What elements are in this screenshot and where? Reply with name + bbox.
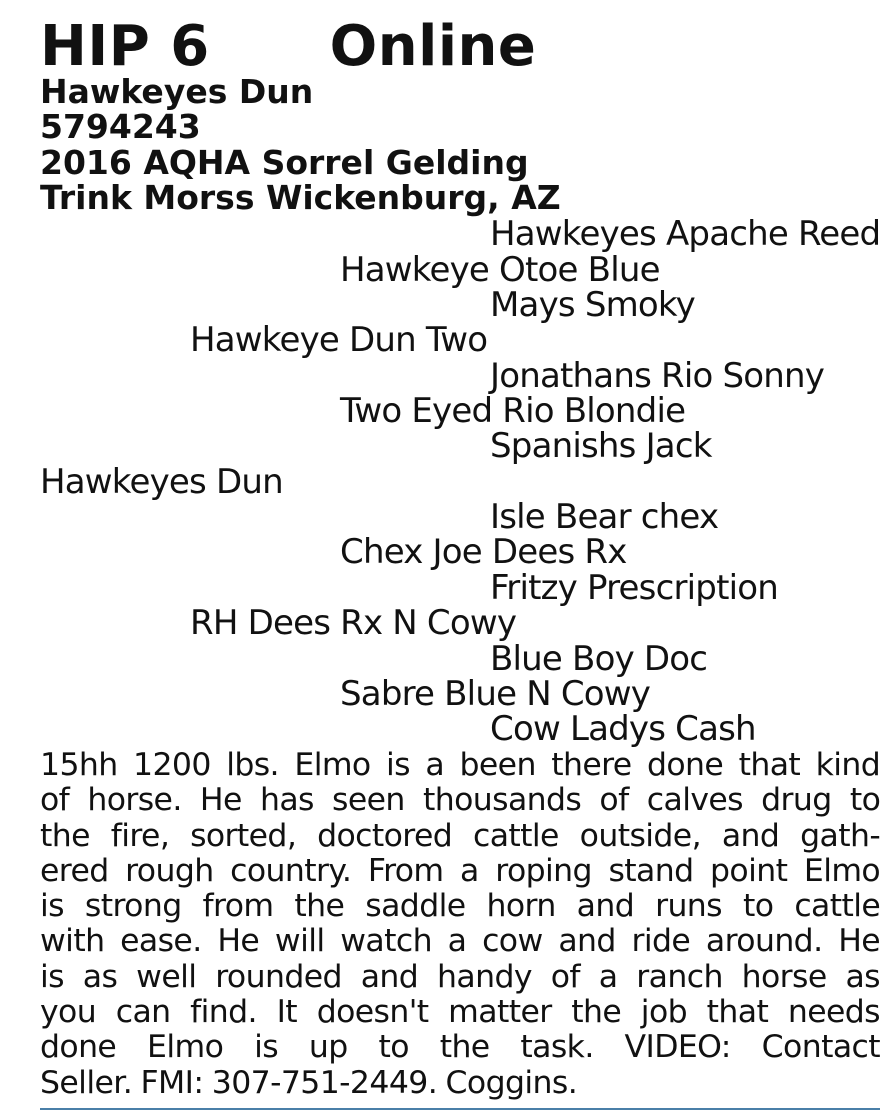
- hip-title: HIP 6 Online: [40, 14, 537, 79]
- horse-remarks: [40, 748, 880, 1101]
- remarks-line: of horse. He has seen thousands of calves drug to: [40, 782, 881, 819]
- remarks-line: with ease. He will watch a cow and ride around. He: [40, 923, 881, 960]
- remarks-line: the fire, sorted, doctored cattle outside, and gath-: [40, 817, 881, 854]
- pedigree-sire-sire: Hawkeye Otoe Blue: [340, 250, 660, 290]
- pedigree-dam-dam-sire: Blue Boy Doc: [490, 639, 708, 679]
- remarks-line: is as well rounded and handy of a ranch horse as: [40, 958, 880, 995]
- pedigree-dam-dam: Sabre Blue N Cowy: [340, 674, 651, 714]
- remarks-line: is strong from the saddle horn and runs to cattle: [40, 888, 881, 925]
- pedigree-dam: RH Dees Rx N Cowy: [190, 603, 517, 643]
- remarks-line: you can find. It doesn't matter the job that needs: [40, 994, 880, 1031]
- pedigree-dam-sire: Chex Joe Dees Rx: [340, 532, 627, 572]
- remarks-line: done Elmo is up to the task. VIDEO: Contact: [40, 1029, 880, 1066]
- registration-number: 5794243: [40, 107, 201, 146]
- pedigree-dam-sire-sire: Isle Bear chex: [490, 497, 719, 537]
- consignor-location: Trink Morss Wickenburg, AZ: [40, 178, 561, 217]
- pedigree-sire-dam-dam: Spanishs Jack: [490, 426, 712, 466]
- remarks-line: Seller. FMI: 307-751-2449. Coggins.: [40, 1064, 578, 1101]
- pedigree-sire-sire-sire: Hawkeyes Apache Reed: [490, 214, 881, 254]
- pedigree-sire: Hawkeye Dun Two: [190, 320, 488, 360]
- pedigree-horse: Hawkeyes Dun: [40, 462, 283, 502]
- remarks-line: 15hh 1200 lbs. Elmo is a been there done that kind: [40, 747, 881, 783]
- pedigree-sire-sire-dam: Mays Smoky: [490, 285, 695, 325]
- remarks-line: ered rough country. From a roping stand point Elmo: [40, 852, 881, 889]
- horse-name: Hawkeyes Dun: [40, 72, 314, 111]
- bottom-divider: [40, 1108, 880, 1110]
- pedigree-sire-dam: Two Eyed Rio Blondie: [340, 391, 686, 431]
- pedigree-dam-sire-dam: Fritzy Prescription: [490, 568, 779, 608]
- pedigree-sire-dam-sire: Jonathans Rio Sonny: [490, 356, 825, 396]
- horse-description: 2016 AQHA Sorrel Gelding: [40, 143, 529, 182]
- pedigree-dam-dam-dam: Cow Ladys Cash: [490, 709, 756, 749]
